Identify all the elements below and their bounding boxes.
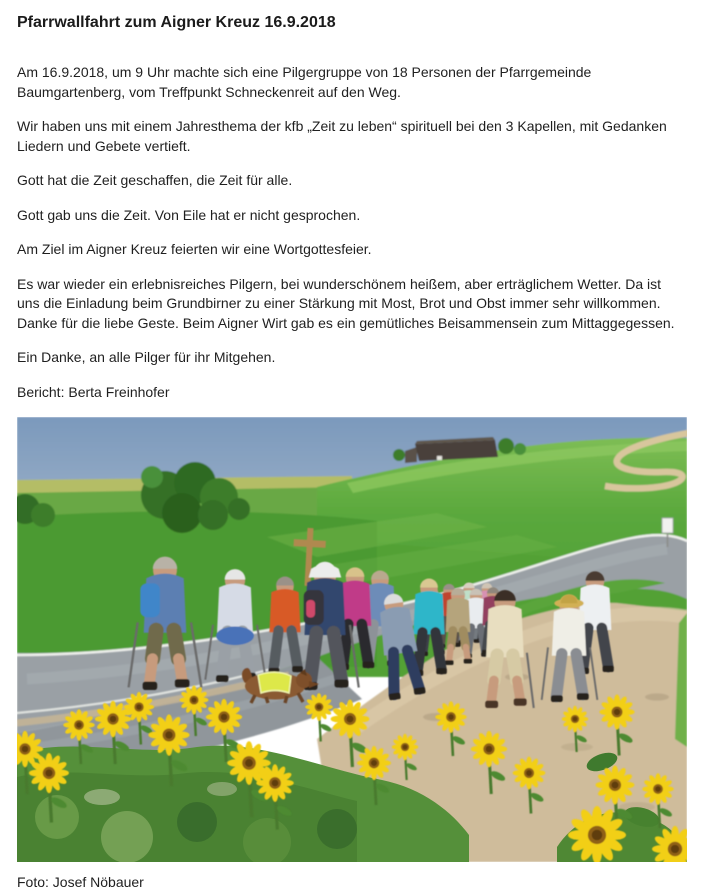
paragraph: Gott hat die Zeit geschaffen, die Zeit für alle.: [17, 172, 293, 188]
page-title: Pfarrwallfahrt zum Aigner Kreuz 16.9.2018: [17, 14, 336, 31]
photo-caption: Foto: Josef Nöbauer: [17, 874, 144, 890]
paragraph: Am Ziel im Aigner Kreuz feierten wir eine Wortgottesfeier.: [17, 241, 372, 257]
pilgrimage-photo: [17, 417, 687, 862]
byline: Bericht: Berta Freinhofer: [17, 383, 170, 400]
paragraph: Wir haben uns mit einem Jahresthema der kfb „Zeit zu leben“ spirituell bei den 3 Kapellen, mit Gedanken Liedern und Gebete vertieft.: [17, 118, 667, 154]
article-photo: [17, 417, 687, 862]
paragraph: Gott gab uns die Zeit. Von Eile hat er nicht gesprochen.: [17, 206, 361, 223]
paragraph: Am 16.9.2018, um 9 Uhr machte sich eine Pilgergruppe von 18 Personen der Pfarrgemeinde Baumgartenberg, vom Treffpunkt Schneckenreit auf den Weg.: [17, 64, 592, 100]
article-body: [17, 63, 687, 402]
paragraph: Es war wieder ein erlebnisreiches Pilgern, bei wunderschönem heißem, aber erträglichem Wetter. Da ist uns die Einladung beim Grundbirner zu einer Stärkung mit Most, Brot und Obst immer sehr willkommen. Danke für die liebe Geste. Beim Aigner Wirt gab es ein gemütliches Beisammensein zum Mittaggegessen.: [17, 275, 675, 331]
paragraph: Ein Danke, an alle Pilger für ihr Mitgehen.: [17, 349, 276, 365]
